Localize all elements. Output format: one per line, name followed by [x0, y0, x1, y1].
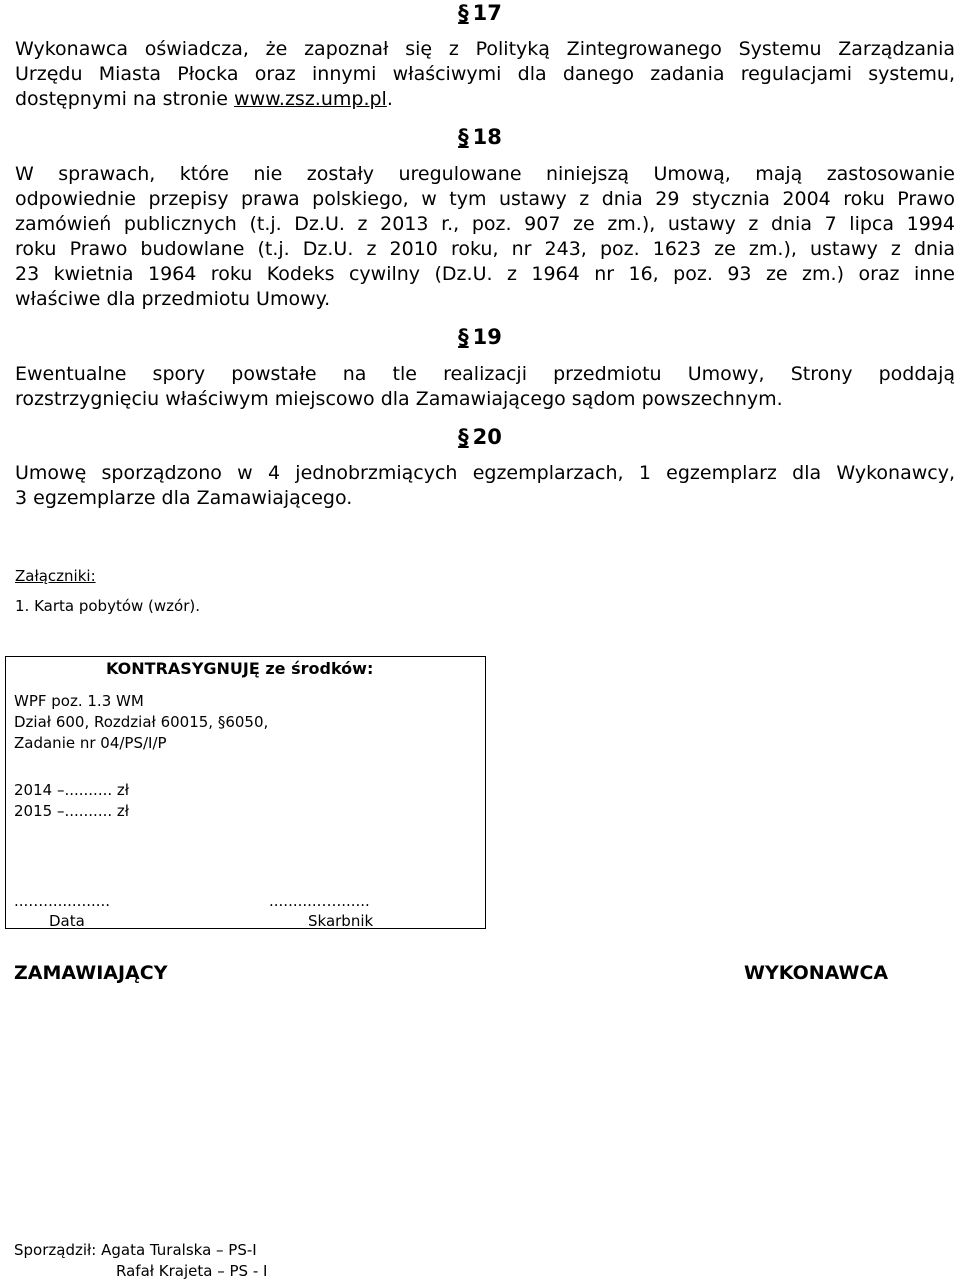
attachments-heading: Załączniki:	[15, 567, 96, 585]
section-17-text	[15, 37, 955, 112]
section-20-text	[15, 461, 955, 511]
text-fragment: dostępnymi na stronie	[15, 88, 235, 110]
text-line: roku Prawo budowlane (t.j. Dz.U. z 2010 roku, nr 243, poz. 1623 ze zm.), ustawy z dnia	[15, 238, 955, 260]
paragraph-sign: §	[458, 425, 469, 449]
text-line	[15, 87, 955, 112]
section-19-text	[15, 362, 955, 412]
section-number: 20	[472, 425, 502, 449]
text-line: 23 kwietnia 1964 roku Kodeks cywilny (Dz.U. z 1964 nr 16, poz. 93 ze zm.) oraz inne	[15, 263, 955, 285]
label-treasurer: Skarbnik	[308, 912, 374, 930]
countersign-title: KONTRASYGNUJĘ ze środków:	[106, 659, 374, 678]
signature-dots-treasurer: ...........….......	[269, 892, 370, 910]
prepared-by-second: Rafał Krajeta – PS - I	[116, 1262, 268, 1280]
text-line: Urzędu Miasta Płocka oraz innymi właściwymi dla danego zadania regulacjami systemu,	[15, 63, 955, 85]
countersign-box	[5, 656, 486, 929]
zsz-website-link[interactable]: www.zsz.ump.pl	[234, 88, 387, 110]
text-fragment: .	[386, 88, 393, 110]
paragraph-sign: §	[458, 1, 469, 25]
signature-contractor: WYKONAWCA	[744, 962, 889, 984]
section-19-heading	[0, 325, 960, 349]
budget-classification: Dział 600, Rozdział 60015, §6050,	[14, 713, 269, 731]
text-line: właściwe dla przedmiotu Umowy.	[15, 288, 331, 310]
task-number: Zadanie nr 04/PS/I/P	[14, 734, 167, 752]
text-line: Wykonawca oświadcza, że zapoznał się z Polityką Zintegrowanego Systemu Zarządzania	[15, 38, 955, 60]
text-line: odpowiednie przepisy prawa polskiego, w tym ustawy z dnia 29 stycznia 2004 roku Prawo	[15, 188, 955, 210]
wpf-position: WPF poz. 1.3 WM	[14, 692, 144, 710]
section-number: 18	[472, 125, 502, 149]
text-line: 3 egzemplarze dla Zamawiającego.	[15, 487, 353, 509]
signature-dots-date: ...…..............	[14, 892, 111, 910]
text-line: Umowę sporządzono w 4 jednobrzmiących egzemplarzach, 1 egzemplarz dla Wykonawcy,	[15, 462, 955, 484]
amount-2015: 2015 –.......... zł	[14, 802, 130, 820]
section-number: 17	[472, 1, 502, 25]
attachment-item: 1. Karta pobytów (wzór).	[15, 597, 201, 615]
text-line: zamówień publicznych (t.j. Dz.U. z 2013 r., poz. 907 ze zm.), ustawy z dnia 7 lipca 1994	[15, 213, 955, 235]
section-number: 19	[472, 325, 502, 349]
amount-2014: 2014 –.......... zł	[14, 781, 130, 799]
section-17-heading	[0, 1, 960, 25]
section-18-heading	[0, 125, 960, 149]
text-line: rozstrzygnięciu właściwym miejscowo dla Zamawiającego sądom powszechnym.	[15, 388, 783, 410]
prepared-by: Sporządził: Agata Turalska – PS-I	[14, 1241, 257, 1259]
signature-ordering-party: ZAMAWIAJĄCY	[14, 962, 168, 984]
label-date: Data	[49, 912, 85, 930]
text-line: Ewentualne spory powstałe na tle realizacji przedmiotu Umowy, Strony poddają	[15, 363, 955, 385]
paragraph-sign: §	[458, 325, 469, 349]
section-20-heading	[0, 425, 960, 449]
text-line: W sprawach, które nie zostały uregulowane niniejszą Umową, mają zastosowanie	[15, 163, 955, 185]
paragraph-sign: §	[458, 125, 469, 149]
section-18-text	[15, 162, 955, 312]
